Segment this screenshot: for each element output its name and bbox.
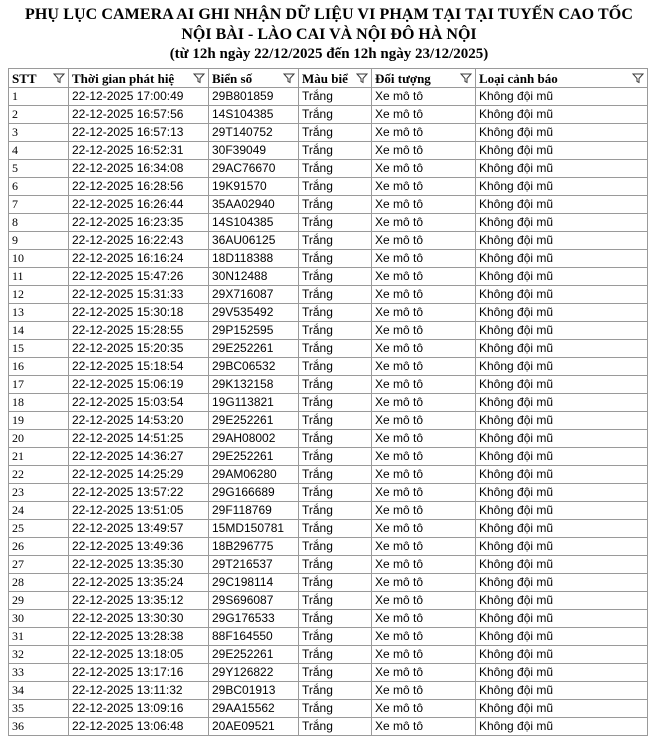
cell-stt[interactable]: 34 xyxy=(9,682,69,700)
cell-object[interactable]: Xe mô tô xyxy=(372,412,476,430)
cell-time[interactable]: 22-12-2025 13:09:16 xyxy=(69,700,209,718)
cell-plate-color[interactable]: Trắng xyxy=(299,232,372,250)
filter-dropdown-icon[interactable] xyxy=(356,72,368,84)
cell-time[interactable]: 22-12-2025 13:17:16 xyxy=(69,664,209,682)
table-row xyxy=(9,556,648,574)
cell-plate-color[interactable]: Trắng xyxy=(299,682,372,700)
column-header-object xyxy=(372,69,476,88)
table-row xyxy=(9,178,648,196)
cell-object[interactable]: Xe mô tô xyxy=(372,304,476,322)
cell-stt[interactable]: 10 xyxy=(9,250,69,268)
table-row xyxy=(9,628,648,646)
cell-warning-type[interactable]: Không đội mũ xyxy=(476,304,648,322)
table-row xyxy=(9,682,648,700)
cell-stt[interactable]: 33 xyxy=(9,664,69,682)
cell-stt[interactable]: 28 xyxy=(9,574,69,592)
cell-object[interactable]: Xe mô tô xyxy=(372,556,476,574)
table-row xyxy=(9,718,648,736)
cell-time[interactable]: 22-12-2025 15:47:26 xyxy=(69,268,209,286)
table-row xyxy=(9,610,648,628)
cell-object[interactable]: Xe mô tô xyxy=(372,664,476,682)
cell-warning-type[interactable]: Không đội mũ xyxy=(476,448,648,466)
cell-plate-color[interactable]: Trắng xyxy=(299,610,372,628)
cell-warning-type[interactable]: Không đội mũ xyxy=(476,322,648,340)
cell-stt[interactable]: 26 xyxy=(9,538,69,556)
cell-object[interactable]: Xe mô tô xyxy=(372,448,476,466)
cell-warning-type[interactable]: Không đội mũ xyxy=(476,466,648,484)
cell-object[interactable]: Xe mô tô xyxy=(372,394,476,412)
table-row xyxy=(9,376,648,394)
cell-plate[interactable]: 29T216537 xyxy=(209,556,299,574)
cell-warning-type[interactable]: Không đội mũ xyxy=(476,682,648,700)
cell-warning-type[interactable]: Không đội mũ xyxy=(476,358,648,376)
cell-plate[interactable]: 29K132158 xyxy=(209,376,299,394)
cell-warning-type[interactable]: Không đội mũ xyxy=(476,250,648,268)
cell-plate[interactable]: 29E252261 xyxy=(209,412,299,430)
cell-warning-type[interactable]: Không đội mũ xyxy=(476,718,648,736)
cell-plate-color[interactable]: Trắng xyxy=(299,142,372,160)
table-row xyxy=(9,592,648,610)
cell-warning-type[interactable]: Không đội mũ xyxy=(476,538,648,556)
cell-time[interactable]: 22-12-2025 13:35:24 xyxy=(69,574,209,592)
table-header-row xyxy=(9,69,648,88)
cell-stt[interactable]: 23 xyxy=(9,484,69,502)
cell-warning-type[interactable]: Không đội mũ xyxy=(476,160,648,178)
cell-warning-type[interactable]: Không đội mũ xyxy=(476,412,648,430)
column-header-label: Màu biể xyxy=(302,70,348,86)
cell-warning-type[interactable]: Không đội mũ xyxy=(476,214,648,232)
column-header-label: Biển số xyxy=(212,70,253,86)
cell-plate[interactable]: 18D118388 xyxy=(209,250,299,268)
cell-plate[interactable]: 29E252261 xyxy=(209,646,299,664)
cell-warning-type[interactable]: Không đội mũ xyxy=(476,178,648,196)
table-row xyxy=(9,232,648,250)
table-row xyxy=(9,538,648,556)
cell-plate[interactable]: 18B296775 xyxy=(209,538,299,556)
cell-plate-color[interactable]: Trắng xyxy=(299,376,372,394)
table-row xyxy=(9,466,648,484)
document-subtitle: NỘI BÀI - LÀO CAI VÀ NỘI ĐÔ HÀ NỘI xyxy=(181,26,477,43)
column-header-plate xyxy=(209,69,299,88)
cell-object[interactable]: Xe mô tô xyxy=(372,502,476,520)
cell-plate-color[interactable]: Trắng xyxy=(299,178,372,196)
cell-warning-type[interactable]: Không đội mũ xyxy=(476,232,648,250)
cell-plate[interactable]: 29C198114 xyxy=(209,574,299,592)
cell-plate-color[interactable]: Trắng xyxy=(299,700,372,718)
cell-time[interactable]: 22-12-2025 13:57:22 xyxy=(69,484,209,502)
filter-dropdown-icon[interactable] xyxy=(53,72,65,84)
cell-plate-color[interactable]: Trắng xyxy=(299,394,372,412)
cell-warning-type[interactable]: Không đội mũ xyxy=(476,268,648,286)
cell-plate[interactable]: 29P152595 xyxy=(209,322,299,340)
cell-time[interactable]: 22-12-2025 16:28:56 xyxy=(69,178,209,196)
cell-warning-type[interactable]: Không đội mũ xyxy=(476,664,648,682)
cell-time[interactable]: 22-12-2025 13:49:36 xyxy=(69,538,209,556)
cell-time[interactable]: 22-12-2025 16:57:13 xyxy=(69,124,209,142)
filter-dropdown-icon[interactable] xyxy=(193,72,205,84)
cell-time[interactable]: 22-12-2025 15:06:19 xyxy=(69,376,209,394)
cell-object[interactable]: Xe mô tô xyxy=(372,574,476,592)
cell-plate-color[interactable]: Trắng xyxy=(299,664,372,682)
cell-plate-color[interactable]: Trắng xyxy=(299,592,372,610)
cell-time[interactable]: 22-12-2025 13:06:48 xyxy=(69,718,209,736)
cell-stt[interactable]: 21 xyxy=(9,448,69,466)
cell-warning-type[interactable]: Không đội mũ xyxy=(476,592,648,610)
table-row xyxy=(9,214,648,232)
cell-object[interactable]: Xe mô tô xyxy=(372,358,476,376)
cell-plate[interactable]: 20AE09521 xyxy=(209,718,299,736)
cell-time[interactable]: 22-12-2025 16:26:44 xyxy=(69,196,209,214)
cell-plate[interactable]: 29B801859 xyxy=(209,88,299,106)
cell-object[interactable]: Xe mô tô xyxy=(372,160,476,178)
cell-plate-color[interactable]: Trắng xyxy=(299,502,372,520)
cell-plate[interactable]: 15MD150781 xyxy=(209,520,299,538)
cell-time[interactable]: 22-12-2025 13:18:05 xyxy=(69,646,209,664)
table-row xyxy=(9,88,648,106)
cell-plate[interactable]: 29E252261 xyxy=(209,448,299,466)
cell-plate[interactable]: 29AM06280 xyxy=(209,466,299,484)
cell-time[interactable]: 22-12-2025 13:51:05 xyxy=(69,502,209,520)
cell-plate-color[interactable]: Trắng xyxy=(299,556,372,574)
cell-warning-type[interactable]: Không đội mũ xyxy=(476,484,648,502)
cell-plate[interactable]: 30N12488 xyxy=(209,268,299,286)
cell-object[interactable]: Xe mô tô xyxy=(372,466,476,484)
cell-plate-color[interactable]: Trắng xyxy=(299,214,372,232)
cell-time[interactable]: 22-12-2025 13:30:30 xyxy=(69,610,209,628)
cell-stt[interactable]: 15 xyxy=(9,340,69,358)
cell-time[interactable]: 22-12-2025 16:34:08 xyxy=(69,160,209,178)
cell-plate-color[interactable]: Trắng xyxy=(299,628,372,646)
cell-plate-color[interactable]: Trắng xyxy=(299,286,372,304)
column-header-plate-color xyxy=(299,69,372,88)
column-header-time xyxy=(69,69,209,88)
table-row xyxy=(9,700,648,718)
cell-stt[interactable]: 9 xyxy=(9,232,69,250)
cell-plate-color[interactable]: Trắng xyxy=(299,124,372,142)
cell-time[interactable]: 22-12-2025 13:11:32 xyxy=(69,682,209,700)
filter-dropdown-icon[interactable] xyxy=(283,72,295,84)
cell-stt[interactable]: 17 xyxy=(9,376,69,394)
cell-plate[interactable]: 29F118769 xyxy=(209,502,299,520)
cell-warning-type[interactable]: Không đội mũ xyxy=(476,646,648,664)
cell-plate[interactable]: 36AU06125 xyxy=(209,232,299,250)
cell-time[interactable]: 22-12-2025 16:16:24 xyxy=(69,250,209,268)
cell-warning-type[interactable]: Không đội mũ xyxy=(476,574,648,592)
cell-stt[interactable]: 3 xyxy=(9,124,69,142)
cell-time[interactable]: 22-12-2025 16:22:43 xyxy=(69,232,209,250)
table-row xyxy=(9,340,648,358)
cell-warning-type[interactable]: Không đội mũ xyxy=(476,142,648,160)
cell-warning-type[interactable]: Không đội mũ xyxy=(476,520,648,538)
cell-time[interactable]: 22-12-2025 15:28:55 xyxy=(69,322,209,340)
cell-stt[interactable]: 16 xyxy=(9,358,69,376)
cell-plate-color[interactable]: Trắng xyxy=(299,448,372,466)
cell-time[interactable]: 22-12-2025 13:35:12 xyxy=(69,592,209,610)
table-row xyxy=(9,358,648,376)
cell-warning-type[interactable]: Không đội mũ xyxy=(476,556,648,574)
cell-plate[interactable]: 29G176533 xyxy=(209,610,299,628)
cell-stt[interactable]: 7 xyxy=(9,196,69,214)
table-row xyxy=(9,574,648,592)
cell-object[interactable]: Xe mô tô xyxy=(372,142,476,160)
cell-plate-color[interactable]: Trắng xyxy=(299,466,372,484)
cell-object[interactable]: Xe mô tô xyxy=(372,520,476,538)
cell-plate-color[interactable]: Trắng xyxy=(299,88,372,106)
cell-object[interactable]: Xe mô tô xyxy=(372,232,476,250)
cell-object[interactable]: Xe mô tô xyxy=(372,178,476,196)
cell-object[interactable]: Xe mô tô xyxy=(372,376,476,394)
cell-object[interactable]: Xe mô tô xyxy=(372,592,476,610)
cell-time[interactable]: 22-12-2025 15:20:35 xyxy=(69,340,209,358)
cell-time[interactable]: 22-12-2025 15:03:54 xyxy=(69,394,209,412)
cell-time[interactable]: 22-12-2025 14:36:27 xyxy=(69,448,209,466)
cell-object[interactable]: Xe mô tô xyxy=(372,718,476,736)
cell-warning-type[interactable]: Không đội mũ xyxy=(476,700,648,718)
table-row xyxy=(9,322,648,340)
table-row xyxy=(9,196,648,214)
cell-plate[interactable]: 29AH08002 xyxy=(209,430,299,448)
cell-plate-color[interactable]: Trắng xyxy=(299,574,372,592)
cell-object[interactable]: Xe mô tô xyxy=(372,88,476,106)
cell-plate-color[interactable]: Trắng xyxy=(299,358,372,376)
cell-plate-color[interactable]: Trắng xyxy=(299,484,372,502)
cell-plate[interactable]: 29G166689 xyxy=(209,484,299,502)
cell-warning-type[interactable]: Không đội mũ xyxy=(476,394,648,412)
cell-stt[interactable]: 22 xyxy=(9,466,69,484)
cell-time[interactable]: 22-12-2025 14:53:20 xyxy=(69,412,209,430)
violations-table xyxy=(8,68,648,736)
cell-stt[interactable]: 11 xyxy=(9,268,69,286)
table-body xyxy=(9,88,648,736)
column-header-label: Loại cảnh báo xyxy=(479,70,558,86)
cell-object[interactable]: Xe mô tô xyxy=(372,250,476,268)
cell-plate[interactable]: 19K91570 xyxy=(209,178,299,196)
cell-warning-type[interactable]: Không đội mũ xyxy=(476,196,648,214)
cell-stt[interactable]: 5 xyxy=(9,160,69,178)
cell-plate[interactable]: 29BC06532 xyxy=(209,358,299,376)
table-row xyxy=(9,286,648,304)
cell-plate[interactable]: 14S104385 xyxy=(209,106,299,124)
column-header-warning-type xyxy=(476,69,648,88)
cell-stt[interactable]: 25 xyxy=(9,520,69,538)
cell-plate[interactable]: 29T140752 xyxy=(209,124,299,142)
cell-plate-color[interactable]: Trắng xyxy=(299,196,372,214)
cell-object[interactable]: Xe mô tô xyxy=(372,268,476,286)
table-row xyxy=(9,160,648,178)
column-header-label: Thời gian phát hiệ xyxy=(72,70,175,86)
cell-warning-type[interactable]: Không đội mũ xyxy=(476,430,648,448)
cell-plate-color[interactable]: Trắng xyxy=(299,268,372,286)
cell-plate-color[interactable]: Trắng xyxy=(299,160,372,178)
cell-plate[interactable]: 29BC01913 xyxy=(209,682,299,700)
table-row xyxy=(9,502,648,520)
cell-stt[interactable]: 32 xyxy=(9,646,69,664)
cell-warning-type[interactable]: Không đội mũ xyxy=(476,340,648,358)
cell-plate-color[interactable]: Trắng xyxy=(299,646,372,664)
cell-time[interactable]: 22-12-2025 17:00:49 xyxy=(69,88,209,106)
table-row xyxy=(9,142,648,160)
cell-stt[interactable]: 6 xyxy=(9,178,69,196)
cell-time[interactable]: 22-12-2025 16:23:35 xyxy=(69,214,209,232)
cell-plate[interactable]: 14S104385 xyxy=(209,214,299,232)
cell-stt[interactable]: 4 xyxy=(9,142,69,160)
cell-plate-color[interactable]: Trắng xyxy=(299,520,372,538)
cell-stt[interactable]: 1 xyxy=(9,88,69,106)
cell-stt[interactable]: 30 xyxy=(9,610,69,628)
cell-plate[interactable]: 19G113821 xyxy=(209,394,299,412)
cell-plate-color[interactable]: Trắng xyxy=(299,538,372,556)
table-row xyxy=(9,124,648,142)
cell-object[interactable]: Xe mô tô xyxy=(372,628,476,646)
cell-plate[interactable]: 30F39049 xyxy=(209,142,299,160)
cell-stt[interactable]: 29 xyxy=(9,592,69,610)
cell-stt[interactable]: 31 xyxy=(9,628,69,646)
cell-stt[interactable]: 19 xyxy=(9,412,69,430)
cell-plate[interactable]: 35AA02940 xyxy=(209,196,299,214)
cell-object[interactable]: Xe mô tô xyxy=(372,430,476,448)
cell-stt[interactable]: 27 xyxy=(9,556,69,574)
cell-warning-type[interactable]: Không đội mũ xyxy=(476,286,648,304)
cell-plate[interactable]: 29AA15562 xyxy=(209,700,299,718)
cell-object[interactable]: Xe mô tô xyxy=(372,646,476,664)
cell-plate-color[interactable]: Trắng xyxy=(299,430,372,448)
table-row xyxy=(9,664,648,682)
date-range: (từ 12h ngày 22/12/2025 đến 12h ngày 23/12/2025) xyxy=(169,46,489,62)
cell-object[interactable]: Xe mô tô xyxy=(372,106,476,124)
cell-object[interactable]: Xe mô tô xyxy=(372,124,476,142)
cell-warning-type[interactable]: Không đội mũ xyxy=(476,376,648,394)
cell-stt[interactable]: 24 xyxy=(9,502,69,520)
cell-stt[interactable]: 2 xyxy=(9,106,69,124)
cell-plate-color[interactable]: Trắng xyxy=(299,340,372,358)
cell-stt[interactable]: 36 xyxy=(9,718,69,736)
cell-time[interactable]: 22-12-2025 15:30:18 xyxy=(69,304,209,322)
cell-plate-color[interactable]: Trắng xyxy=(299,412,372,430)
document-title: PHỤ LỤC CAMERA AI GHI NHẬN DỮ LIỆU VI PHẠM TẠI TẠI TUYẾN CAO TỐC xyxy=(25,6,633,23)
cell-stt[interactable]: 35 xyxy=(9,700,69,718)
cell-warning-type[interactable]: Không đội mũ xyxy=(476,106,648,124)
cell-time[interactable]: 22-12-2025 13:35:30 xyxy=(69,556,209,574)
table-row xyxy=(9,394,648,412)
table-row xyxy=(9,448,648,466)
cell-warning-type[interactable]: Không đội mũ xyxy=(476,628,648,646)
cell-stt[interactable]: 12 xyxy=(9,286,69,304)
table-row xyxy=(9,646,648,664)
cell-time[interactable]: 22-12-2025 15:31:33 xyxy=(69,286,209,304)
cell-time[interactable]: 22-12-2025 14:51:25 xyxy=(69,430,209,448)
cell-stt[interactable]: 20 xyxy=(9,430,69,448)
cell-warning-type[interactable]: Không đội mũ xyxy=(476,124,648,142)
cell-plate[interactable]: 29AC76670 xyxy=(209,160,299,178)
cell-plate[interactable]: 29X716087 xyxy=(209,286,299,304)
cell-plate-color[interactable]: Trắng xyxy=(299,106,372,124)
table-row xyxy=(9,430,648,448)
cell-plate-color[interactable]: Trắng xyxy=(299,718,372,736)
table-row xyxy=(9,304,648,322)
cell-object[interactable]: Xe mô tô xyxy=(372,286,476,304)
filter-dropdown-icon[interactable] xyxy=(632,72,644,84)
cell-warning-type[interactable]: Không đội mũ xyxy=(476,610,648,628)
cell-stt[interactable]: 8 xyxy=(9,214,69,232)
cell-plate[interactable]: 29E252261 xyxy=(209,340,299,358)
cell-plate-color[interactable]: Trắng xyxy=(299,304,372,322)
cell-warning-type[interactable]: Không đội mũ xyxy=(476,502,648,520)
cell-object[interactable]: Xe mô tô xyxy=(372,214,476,232)
cell-stt[interactable]: 18 xyxy=(9,394,69,412)
cell-object[interactable]: Xe mô tô xyxy=(372,340,476,358)
table-row xyxy=(9,250,648,268)
cell-plate-color[interactable]: Trắng xyxy=(299,250,372,268)
cell-plate-color[interactable]: Trắng xyxy=(299,322,372,340)
cell-object[interactable]: Xe mô tô xyxy=(372,538,476,556)
cell-stt[interactable]: 13 xyxy=(9,304,69,322)
cell-plate[interactable]: 29Y126822 xyxy=(209,664,299,682)
cell-time[interactable]: 22-12-2025 15:18:54 xyxy=(69,358,209,376)
cell-stt[interactable]: 14 xyxy=(9,322,69,340)
table-row xyxy=(9,412,648,430)
cell-object[interactable]: Xe mô tô xyxy=(372,700,476,718)
cell-time[interactable]: 22-12-2025 13:28:38 xyxy=(69,628,209,646)
column-header-label: Đối tượng xyxy=(375,70,431,86)
cell-object[interactable]: Xe mô tô xyxy=(372,322,476,340)
cell-object[interactable]: Xe mô tô xyxy=(372,682,476,700)
column-header-label: STT xyxy=(12,70,37,86)
cell-object[interactable]: Xe mô tô xyxy=(372,196,476,214)
cell-time[interactable]: 22-12-2025 13:49:57 xyxy=(69,520,209,538)
cell-time[interactable]: 22-12-2025 16:57:56 xyxy=(69,106,209,124)
cell-time[interactable]: 22-12-2025 16:52:31 xyxy=(69,142,209,160)
table-row xyxy=(9,484,648,502)
cell-plate[interactable]: 29V535492 xyxy=(209,304,299,322)
cell-plate[interactable]: 88F164550 xyxy=(209,628,299,646)
cell-warning-type[interactable]: Không đội mũ xyxy=(476,88,648,106)
filter-dropdown-icon[interactable] xyxy=(460,72,472,84)
cell-object[interactable]: Xe mô tô xyxy=(372,610,476,628)
cell-time[interactable]: 22-12-2025 14:25:29 xyxy=(69,466,209,484)
table-row xyxy=(9,106,648,124)
cell-object[interactable]: Xe mô tô xyxy=(372,484,476,502)
table-row xyxy=(9,520,648,538)
column-header-stt xyxy=(9,69,69,88)
table-row xyxy=(9,268,648,286)
cell-plate[interactable]: 29S696087 xyxy=(209,592,299,610)
